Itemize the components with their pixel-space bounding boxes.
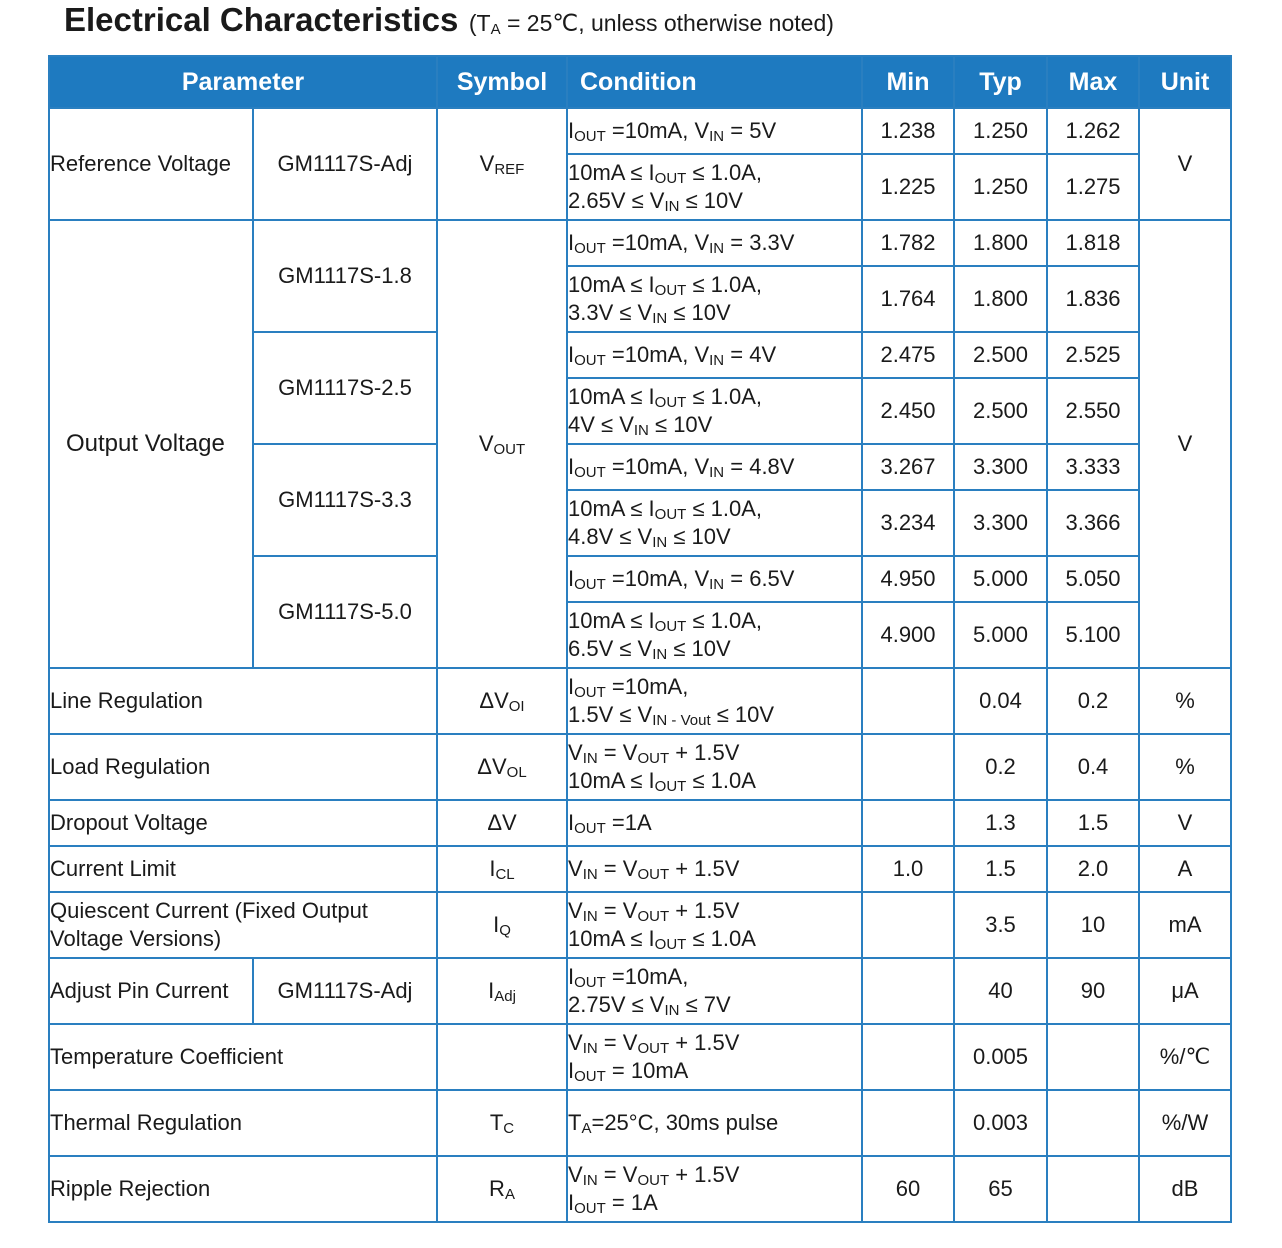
condition-cell: $V_{IN} = V_{OUT} + 1.5V$ $10mA \le I_{OUT} \le 1.0A$ — [567, 734, 862, 800]
table-row — [49, 1090, 1231, 1156]
typ-cell: 3.5 — [954, 892, 1047, 958]
max-cell — [1047, 1090, 1139, 1156]
symbol-cell: $T_C$ — [437, 1090, 567, 1156]
condition-cell: $V_{IN} = V_{OUT} + 1.5V$ $I_{OUT} = 1A$ — [567, 1156, 862, 1222]
table-row — [49, 220, 1231, 266]
typ-cell: 2.500 — [954, 378, 1047, 444]
unit-cell: % — [1139, 734, 1231, 800]
min-cell: 4.900 — [862, 602, 954, 668]
condition-cell: $I_{OUT} =10mA$, $V_{IN} = 6.5V$ — [567, 556, 862, 602]
electrical-characteristics-table — [48, 55, 1232, 1223]
max-cell: 1.262 — [1047, 108, 1139, 154]
header-unit: Unit — [1139, 56, 1231, 108]
symbol-cell: $\Delta V_{OI}$ — [437, 668, 567, 734]
condition-cell: $I_{OUT} =10mA$, $V_{IN} = 4.8V$ — [567, 444, 862, 490]
title-main: Electrical Characteristics — [64, 1, 459, 38]
param-temperature-coefficient: Temperature Coefficient — [49, 1024, 437, 1090]
max-cell: 5.050 — [1047, 556, 1139, 602]
model-cell: GM1117S-Adj — [253, 958, 437, 1024]
typ-cell: 0.005 — [954, 1024, 1047, 1090]
model-cell: GM1117S-5.0 — [253, 556, 437, 668]
min-cell: 1.764 — [862, 266, 954, 332]
param-reference-voltage: Reference Voltage — [49, 108, 253, 220]
min-cell: 60 — [862, 1156, 954, 1222]
max-cell: 0.2 — [1047, 668, 1139, 734]
min-cell — [862, 800, 954, 846]
typ-cell: 40 — [954, 958, 1047, 1024]
max-cell — [1047, 1024, 1139, 1090]
unit-cell: mA — [1139, 892, 1231, 958]
table-row — [49, 958, 1231, 1024]
condition-cell: $V_{IN} = V_{OUT} + 1.5V$ — [567, 846, 862, 892]
table-row — [49, 892, 1231, 958]
unit-cell: dB — [1139, 1156, 1231, 1222]
condition-cell: $V_{IN} = V_{OUT} + 1.5V$ $10mA \le I_{OUT} \le 1.0A$ — [567, 892, 862, 958]
condition-cell: $I_{OUT} =1A$ — [567, 800, 862, 846]
header-min: Min — [862, 56, 954, 108]
min-cell: 2.475 — [862, 332, 954, 378]
param-quiescent-current: Quiescent Current (Fixed Output Voltage Versions) — [49, 892, 437, 958]
min-cell: 1.0 — [862, 846, 954, 892]
max-cell: 5.100 — [1047, 602, 1139, 668]
max-cell: 1.836 — [1047, 266, 1139, 332]
unit-cell: %/℃ — [1139, 1024, 1231, 1090]
typ-cell: 1.250 — [954, 154, 1047, 220]
symbol-cell: $I_{CL}$ — [437, 846, 567, 892]
unit-cell: V — [1139, 108, 1231, 220]
max-cell: 10 — [1047, 892, 1139, 958]
symbol-cell: $V_{REF}$ — [437, 108, 567, 220]
typ-cell: 3.300 — [954, 444, 1047, 490]
symbol-cell — [437, 1024, 567, 1090]
unit-cell: V — [1139, 220, 1231, 668]
symbol-cell: $I_{Adj}$ — [437, 958, 567, 1024]
table-row — [49, 1024, 1231, 1090]
unit-cell: A — [1139, 846, 1231, 892]
unit-cell: μA — [1139, 958, 1231, 1024]
table-row — [49, 1156, 1231, 1222]
symbol-cell: $V_{OUT}$ — [437, 220, 567, 668]
symbol-cell: $\Delta V_{OL}$ — [437, 734, 567, 800]
max-cell: 90 — [1047, 958, 1139, 1024]
typ-cell: 0.2 — [954, 734, 1047, 800]
typ-cell: 0.04 — [954, 668, 1047, 734]
min-cell — [862, 668, 954, 734]
max-cell: 1.5 — [1047, 800, 1139, 846]
min-cell — [862, 734, 954, 800]
typ-cell: 3.300 — [954, 490, 1047, 556]
model-cell: GM1117S-Adj — [253, 108, 437, 220]
min-cell: 1.238 — [862, 108, 954, 154]
min-cell: 1.782 — [862, 220, 954, 266]
condition-cell: $10mA \le I_{OUT} \le 1.0A$, $6.5V \le V_{IN} \le 10V$ — [567, 602, 862, 668]
max-cell: 2.0 — [1047, 846, 1139, 892]
header-parameter: Parameter — [49, 56, 437, 108]
param-line-regulation: Line Regulation — [49, 668, 437, 734]
header-condition: Condition — [567, 56, 862, 108]
symbol-cell: $I_Q$ — [437, 892, 567, 958]
symbol-cell: $R_A$ — [437, 1156, 567, 1222]
section-title — [64, 0, 834, 44]
unit-cell: %/W — [1139, 1090, 1231, 1156]
typ-cell: 5.000 — [954, 602, 1047, 668]
condition-cell: $10mA \le I_{OUT} \le 1.0A$, $3.3V \le V_{IN} \le 10V$ — [567, 266, 862, 332]
min-cell: 3.234 — [862, 490, 954, 556]
typ-cell: 1.250 — [954, 108, 1047, 154]
symbol-cell: ΔV — [437, 800, 567, 846]
max-cell: 1.275 — [1047, 154, 1139, 220]
header-typ: Typ — [954, 56, 1047, 108]
min-cell — [862, 1024, 954, 1090]
condition-cell: $10mA \le I_{OUT} \le 1.0A$, $4.8V \le V_{IN} \le 10V$ — [567, 490, 862, 556]
typ-cell: 65 — [954, 1156, 1047, 1222]
condition-cell: $I_{OUT} =10mA$, $V_{IN} = 5V$ — [567, 108, 862, 154]
typ-cell: 1.800 — [954, 266, 1047, 332]
typ-cell: 5.000 — [954, 556, 1047, 602]
max-cell: 0.4 — [1047, 734, 1139, 800]
table-row — [49, 846, 1231, 892]
table-row — [49, 734, 1231, 800]
param-output-voltage: Output Voltage — [49, 220, 253, 668]
param-dropout-voltage: Dropout Voltage — [49, 800, 437, 846]
min-cell: 3.267 — [862, 444, 954, 490]
condition-cell: $I_{OUT} =10mA$, $2.75V \le V_{IN} \le 7V$ — [567, 958, 862, 1024]
title-note: ($T_A$ = 25℃, unless otherwise noted) — [468, 10, 834, 38]
max-cell — [1047, 1156, 1139, 1222]
header-max: Max — [1047, 56, 1139, 108]
typ-cell: 2.500 — [954, 332, 1047, 378]
unit-cell: V — [1139, 800, 1231, 846]
typ-cell: 1.3 — [954, 800, 1047, 846]
param-ripple-rejection: Ripple Rejection — [49, 1156, 437, 1222]
table-row — [49, 668, 1231, 734]
condition-cell: $I_{OUT} =10mA$, $V_{IN} = 4V$ — [567, 332, 862, 378]
condition-cell: $I_{OUT} =10mA$, $1.5V \le V_{IN -}$ $_{Vout}$ ≤ 10V — [567, 668, 862, 734]
min-cell: 1.225 — [862, 154, 954, 220]
min-cell: 4.950 — [862, 556, 954, 602]
min-cell — [862, 958, 954, 1024]
condition-cell: $10mA \le I_{OUT} \le 1.0A$, $2.65V \le V_{IN} \le 10V$ — [567, 154, 862, 220]
min-cell — [862, 1090, 954, 1156]
condition-cell: $V_{IN} = V_{OUT} + 1.5V$ $I_{OUT} = 10mA$ — [567, 1024, 862, 1090]
param-current-limit: Current Limit — [49, 846, 437, 892]
max-cell: 2.550 — [1047, 378, 1139, 444]
max-cell: 3.366 — [1047, 490, 1139, 556]
condition-cell: $10mA \le I_{OUT} \le 1.0A$, $4V \le V_{IN} \le 10V$ — [567, 378, 862, 444]
min-cell: 2.450 — [862, 378, 954, 444]
typ-cell: 0.003 — [954, 1090, 1047, 1156]
model-cell: GM1117S-1.8 — [253, 220, 437, 332]
max-cell: 3.333 — [1047, 444, 1139, 490]
max-cell: 1.818 — [1047, 220, 1139, 266]
unit-cell: % — [1139, 668, 1231, 734]
header-symbol: Symbol — [437, 56, 567, 108]
max-cell: 2.525 — [1047, 332, 1139, 378]
param-thermal-regulation: Thermal Regulation — [49, 1090, 437, 1156]
model-cell: GM1117S-3.3 — [253, 444, 437, 556]
header-row — [49, 56, 1231, 108]
condition-cell: $T_A=25^\circ C$, 30ms pulse — [567, 1090, 862, 1156]
table-row — [49, 108, 1231, 154]
model-cell: GM1117S-2.5 — [253, 332, 437, 444]
param-load-regulation: Load Regulation — [49, 734, 437, 800]
min-cell — [862, 892, 954, 958]
param-adjust-pin-current: Adjust Pin Current — [49, 958, 253, 1024]
table-row — [49, 800, 1231, 846]
typ-cell: 1.5 — [954, 846, 1047, 892]
typ-cell: 1.800 — [954, 220, 1047, 266]
condition-cell: $I_{OUT} =10mA$, $V_{IN} = 3.3V$ — [567, 220, 862, 266]
